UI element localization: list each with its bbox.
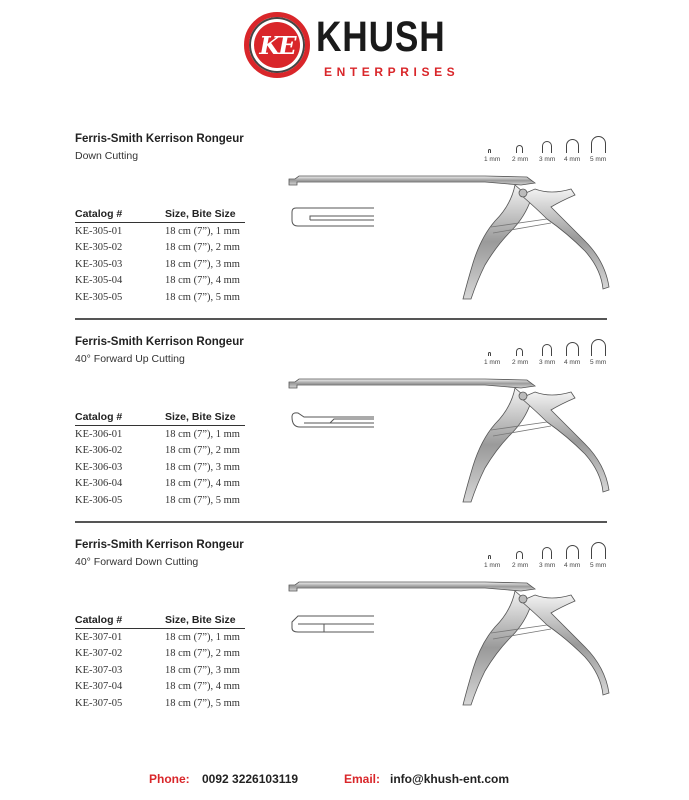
tip-size-label: 3 mm bbox=[539, 359, 556, 366]
catalog-column-header: Catalog # bbox=[75, 411, 123, 423]
tip-size-outline bbox=[542, 547, 552, 559]
catalog-table-header bbox=[75, 411, 245, 426]
tip-size-chart bbox=[482, 130, 612, 163]
catalog-number: KE-307-01 bbox=[75, 631, 123, 643]
size-bite-size: 18 cm (7”), 1 mm bbox=[165, 631, 240, 643]
tip-size-outline bbox=[488, 555, 491, 559]
table-row bbox=[75, 646, 245, 663]
tip-size-outline bbox=[566, 139, 579, 153]
brand-tagline: ENTERPRISES bbox=[324, 65, 460, 79]
tip-size-outline bbox=[591, 542, 606, 559]
tip-size-outline bbox=[488, 352, 491, 356]
tip-size-outline bbox=[516, 145, 523, 153]
product-subtitle: Down Cutting bbox=[75, 150, 139, 162]
tip-size-outline bbox=[542, 344, 552, 356]
size-bite-size: 18 cm (7”), 5 mm bbox=[165, 494, 240, 506]
table-row bbox=[75, 426, 245, 443]
logo-emblem bbox=[244, 12, 310, 78]
tip-size-label: 2 mm bbox=[512, 156, 529, 163]
tip-size-chart bbox=[482, 333, 612, 366]
size-column-header: Size, Bite Size bbox=[165, 614, 236, 626]
catalog-number: KE-305-01 bbox=[75, 225, 123, 237]
catalog-number: KE-307-02 bbox=[75, 648, 123, 660]
size-bite-size: 18 cm (7”), 2 mm bbox=[165, 648, 240, 660]
table-row bbox=[75, 629, 245, 646]
tip-size-label: 2 mm bbox=[512, 562, 529, 569]
size-column-header: Size, Bite Size bbox=[165, 208, 236, 220]
size-bite-size: 18 cm (7”), 3 mm bbox=[165, 461, 240, 473]
table-row bbox=[75, 289, 245, 306]
tip-size-label: 1 mm bbox=[484, 359, 501, 366]
catalog-column-header: Catalog # bbox=[75, 614, 123, 626]
size-bite-size: 18 cm (7”), 4 mm bbox=[165, 275, 240, 287]
size-bite-size: 18 cm (7”), 2 mm bbox=[165, 445, 240, 457]
rongeur-instrument-image bbox=[285, 571, 615, 721]
tip-size-outline bbox=[566, 545, 579, 559]
table-row bbox=[75, 679, 245, 696]
tip-size-label: 3 mm bbox=[539, 156, 556, 163]
table-row bbox=[75, 459, 245, 476]
product-section-forward-down-cutting bbox=[0, 526, 689, 731]
size-bite-size: 18 cm (7”), 1 mm bbox=[165, 225, 240, 237]
size-bite-size: 18 cm (7”), 5 mm bbox=[165, 291, 240, 303]
table-row bbox=[75, 223, 245, 240]
table-row bbox=[75, 662, 245, 679]
catalog-number: KE-305-02 bbox=[75, 242, 123, 254]
catalog-number: KE-306-04 bbox=[75, 478, 123, 490]
contact-footer bbox=[0, 772, 689, 792]
tip-size-label: 5 mm bbox=[590, 156, 607, 163]
product-title: Ferris-Smith Kerrison Rongeur bbox=[75, 133, 244, 145]
section-divider bbox=[75, 521, 607, 523]
email-label: Email: bbox=[344, 772, 381, 786]
size-bite-size: 18 cm (7”), 4 mm bbox=[165, 681, 240, 693]
table-row bbox=[75, 443, 245, 460]
tip-size-outline bbox=[488, 149, 491, 153]
product-title: Ferris-Smith Kerrison Rongeur bbox=[75, 539, 244, 551]
tip-size-label: 1 mm bbox=[484, 156, 501, 163]
catalog-table-header bbox=[75, 208, 245, 223]
tip-size-chart bbox=[482, 536, 612, 569]
catalog-number: KE-306-03 bbox=[75, 461, 123, 473]
table-row bbox=[75, 240, 245, 257]
tip-size-outline bbox=[542, 141, 552, 153]
section-divider bbox=[75, 318, 607, 320]
email-address[interactable]: info@khush-ent.com bbox=[390, 772, 510, 786]
brand-logo bbox=[244, 12, 460, 79]
tip-size-outline bbox=[516, 348, 523, 356]
tip-size-label: 4 mm bbox=[564, 359, 581, 366]
tip-size-label: 2 mm bbox=[512, 359, 529, 366]
catalog-number: KE-307-04 bbox=[75, 681, 123, 693]
tip-size-label: 4 mm bbox=[564, 562, 581, 569]
rongeur-instrument-image bbox=[285, 368, 615, 518]
rongeur-instrument-image bbox=[285, 165, 615, 315]
tip-size-label: 5 mm bbox=[590, 562, 607, 569]
size-column-header: Size, Bite Size bbox=[165, 411, 236, 423]
size-bite-size: 18 cm (7”), 2 mm bbox=[165, 242, 240, 254]
catalog-table bbox=[75, 614, 245, 712]
product-title: Ferris-Smith Kerrison Rongeur bbox=[75, 336, 244, 348]
phone-label: Phone: bbox=[149, 772, 190, 786]
tip-size-outline bbox=[566, 342, 579, 356]
table-row bbox=[75, 256, 245, 273]
catalog-number: KE-306-01 bbox=[75, 428, 123, 440]
catalog-number: KE-305-05 bbox=[75, 291, 123, 303]
size-bite-size: 18 cm (7”), 1 mm bbox=[165, 428, 240, 440]
catalog-table bbox=[75, 411, 245, 509]
tip-size-label: 3 mm bbox=[539, 562, 556, 569]
logo-monogram: KE bbox=[259, 30, 295, 60]
catalog-number: KE-305-03 bbox=[75, 258, 123, 270]
catalog-number: KE-306-02 bbox=[75, 445, 123, 457]
catalog-column-header: Catalog # bbox=[75, 208, 123, 220]
size-bite-size: 18 cm (7”), 3 mm bbox=[165, 664, 240, 676]
tip-size-label: 5 mm bbox=[590, 359, 607, 366]
catalog-number: KE-306-05 bbox=[75, 494, 123, 506]
size-bite-size: 18 cm (7”), 3 mm bbox=[165, 258, 240, 270]
product-subtitle: 40° Forward Down Cutting bbox=[75, 556, 199, 568]
product-section-down-cutting bbox=[0, 120, 689, 325]
product-subtitle: 40° Forward Up Cutting bbox=[75, 353, 185, 365]
brand-name: KHUSH bbox=[316, 13, 446, 61]
tip-size-outline bbox=[591, 339, 606, 356]
table-row bbox=[75, 492, 245, 509]
catalog-table-header bbox=[75, 614, 245, 629]
phone-number[interactable]: 0092 3226103119 bbox=[202, 772, 299, 786]
catalog-number: KE-307-03 bbox=[75, 664, 123, 676]
catalog-number: KE-307-05 bbox=[75, 697, 123, 709]
tip-size-outline bbox=[516, 551, 523, 559]
tip-size-label: 4 mm bbox=[564, 156, 581, 163]
tip-size-outline bbox=[591, 136, 606, 153]
product-section-forward-up-cutting bbox=[0, 323, 689, 528]
table-row bbox=[75, 476, 245, 493]
catalog-table bbox=[75, 208, 245, 306]
table-row bbox=[75, 695, 245, 712]
size-bite-size: 18 cm (7”), 4 mm bbox=[165, 478, 240, 490]
catalog-number: KE-305-04 bbox=[75, 275, 123, 287]
size-bite-size: 18 cm (7”), 5 mm bbox=[165, 697, 240, 709]
table-row bbox=[75, 273, 245, 290]
tip-size-label: 1 mm bbox=[484, 562, 501, 569]
